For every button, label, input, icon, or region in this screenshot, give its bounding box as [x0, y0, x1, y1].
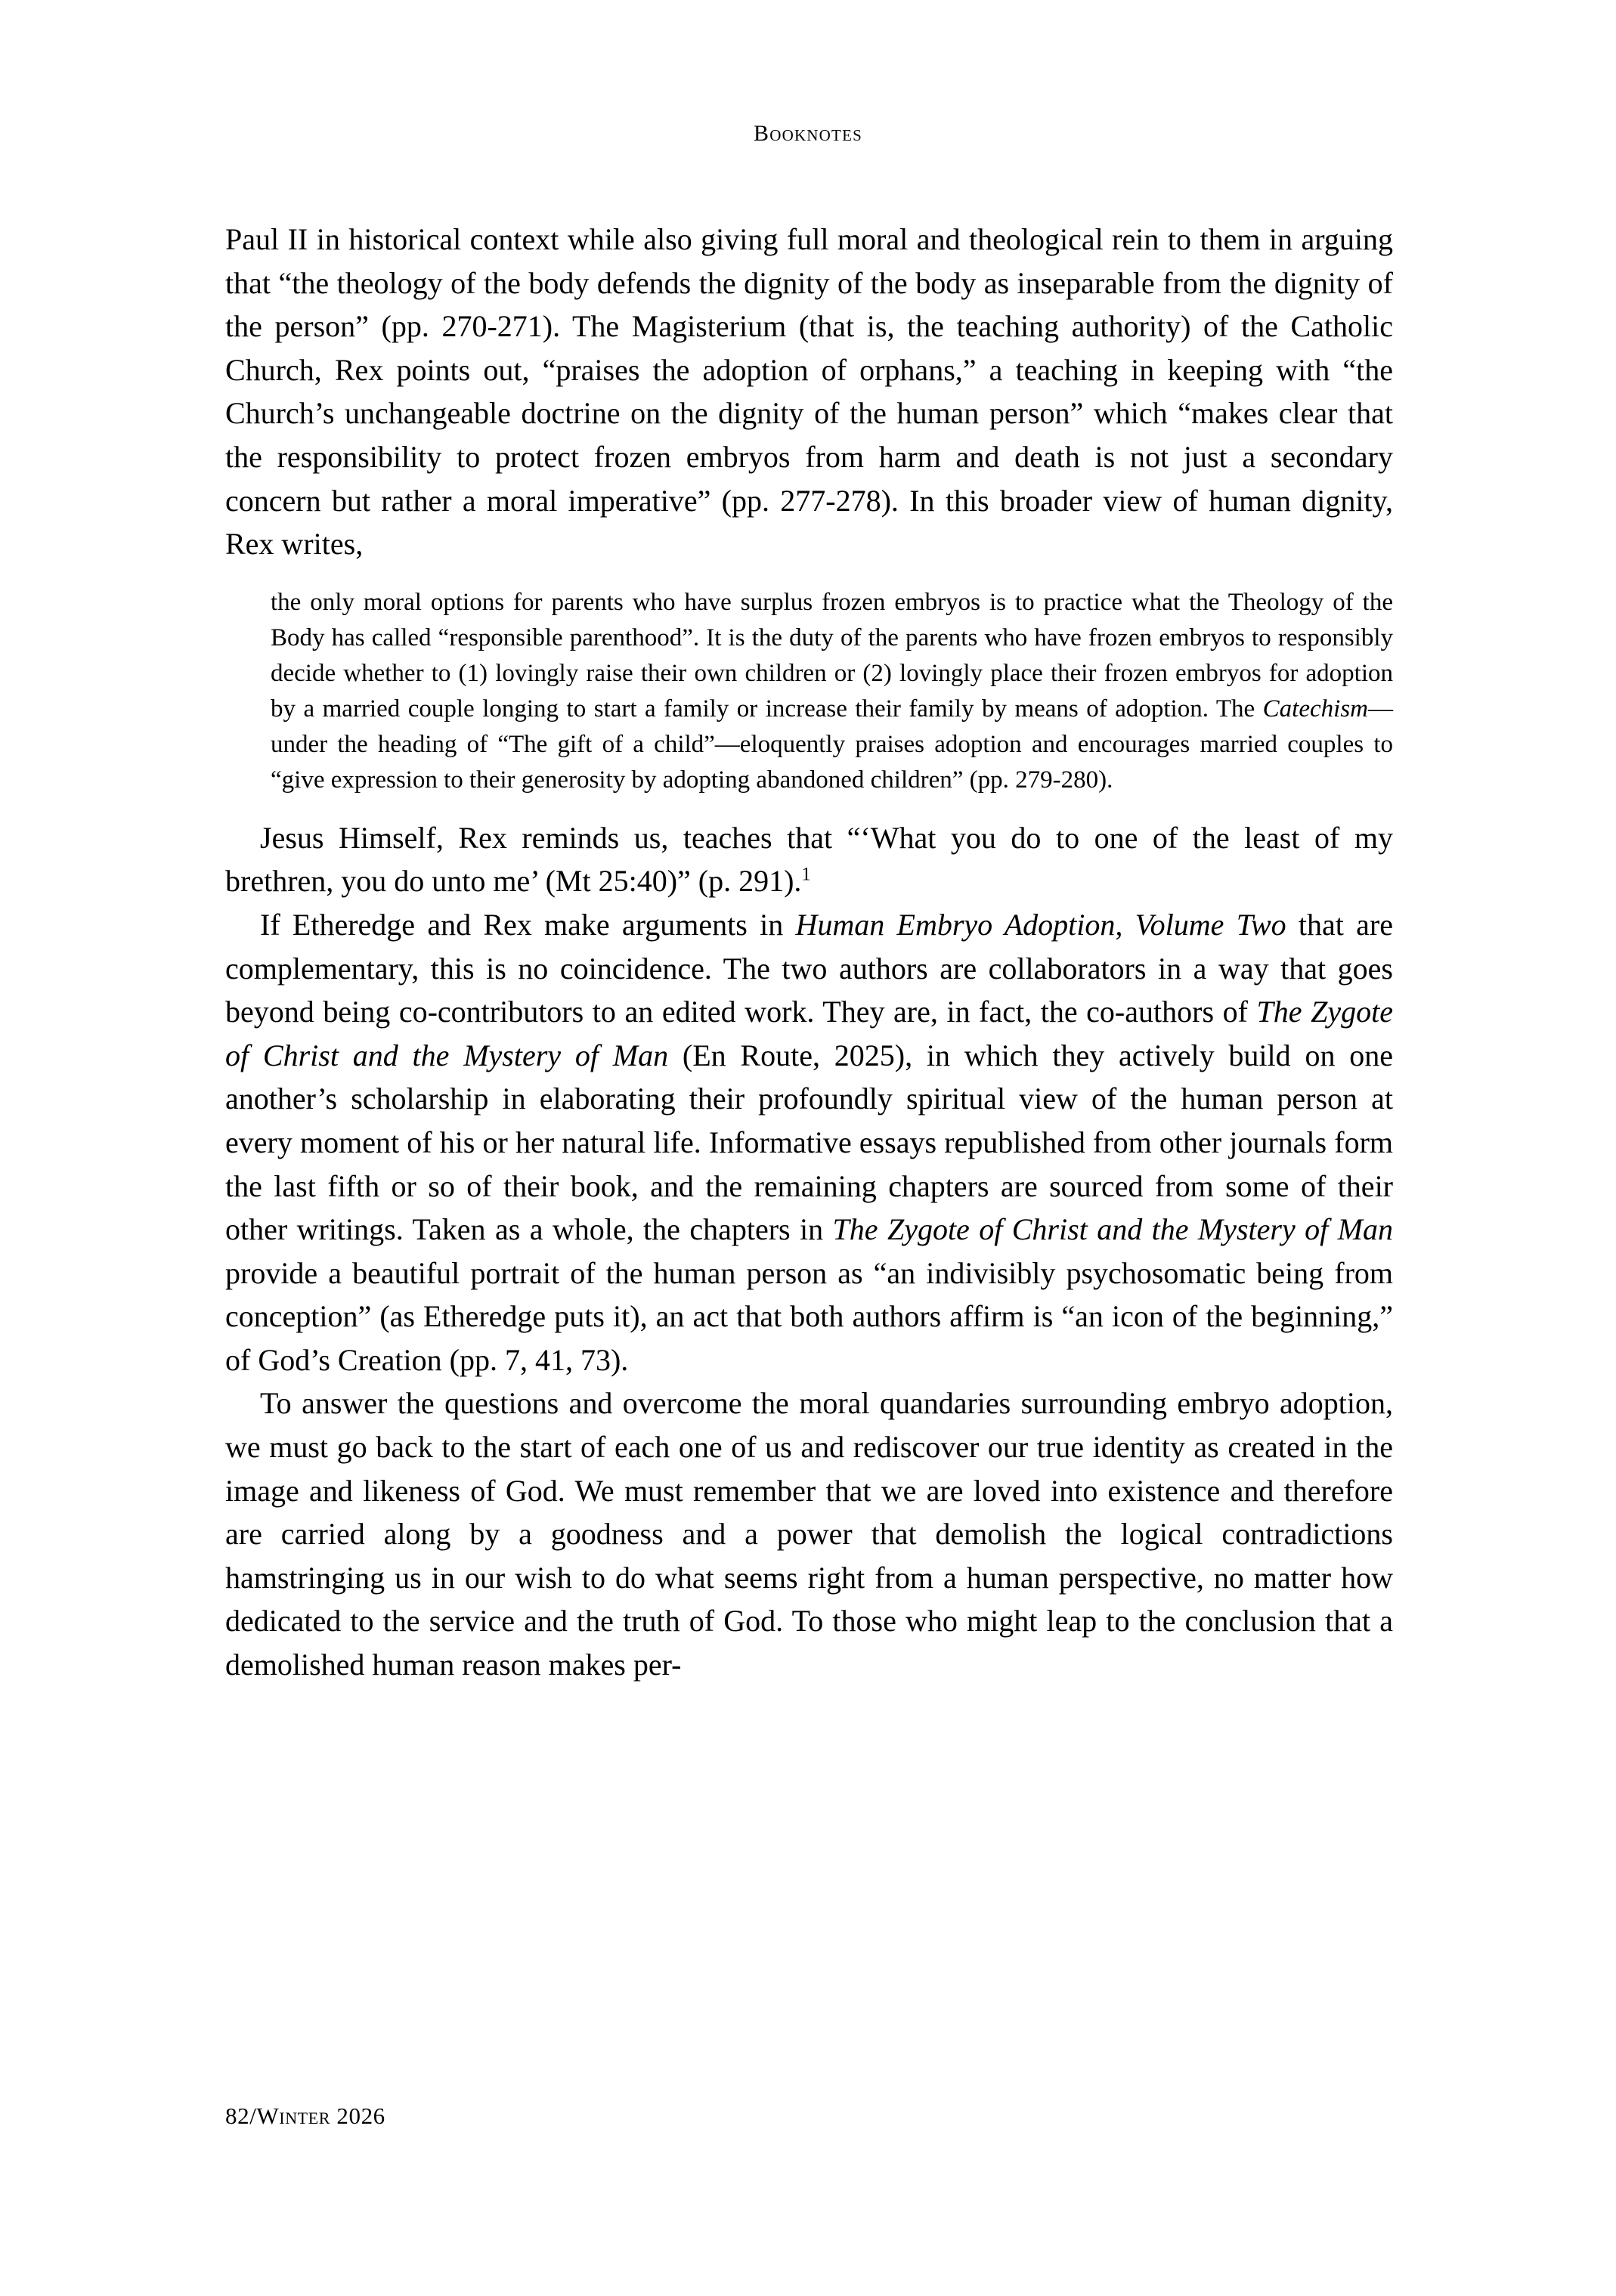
paragraph-jesus-text: Jesus Himself, Rex reminds us, teaches that “‘What you do to one of the least of my brethren, you do unto me’ (Mt 25:40)” (p. 291).	[225, 820, 1393, 899]
running-head: Booknotes	[754, 121, 862, 146]
paragraph-etheredge-and-rex	[225, 903, 1393, 1382]
block-quote	[225, 585, 1393, 798]
block-quote-italic-catechism: Catechism	[1262, 695, 1368, 723]
block-quote-text-part-1: the only moral options for parents who have surplus frozen embryos is to practice what the Theology of the Body has called “responsible parenthood”. It is the duty of the parents who have frozen embryos to responsibly decide whether to (1) lovingly raise their own children or (2) lovingly place their frozen embryos for adoption by a married couple longing to start a family or increase their family by means of adoption. The	[271, 588, 1393, 723]
paragraph-to-answer-the-questions: To answer the questions and overcome the moral quandaries surrounding embryo adoption, we must go back to the start of each one of us and rediscover our true identity as created in the image and likeness of God. We must remember that we are loved into existence and therefore are carried along by a goodness and a power that demolish the logical contradictions hamstringing us in our wish to do what seems right from a human perspective, no matter how dedicated to the service and the truth of God. To those who might leap to the conclusion that a demolished human reason makes per-	[225, 1386, 1393, 1682]
paragraph-continuation: Paul II in historical context while also giving full moral and theological rein to them in arguing that “the theology of the body defends the dignity of the body as inseparable from the dignity of the person” (pp. 270-271). The Magisterium (that is, the teaching authority) of the Catholic Church, Rex points out, “praises the adoption of orphans,” a teaching in keeping with “the Church’s unchangeable doctrine on the dignity of the human person” which “makes clear that the responsibility to protect frozen embryos from harm and death is not just a secondary concern but rather a moral imperative” (pp. 277-278). In this broader view of human dignity, Rex writes,	[225, 222, 1393, 562]
paragraph-3-text-part-1: If Etheredge and Rex make arguments in	[260, 907, 796, 942]
paragraph-jesus-himself	[225, 816, 1393, 903]
book-title-zygote-of-christ-first: The Zygote of Christ and the Mystery of Man	[225, 995, 1393, 1072]
page-folio: 82/Winter 2026	[225, 2103, 385, 2129]
paragraph-3-text-part-2: that are complementary, this is no coincidence. The two authors are collaborators in a way that goes beyond being co-contributors to an edited work. They are, in fact, the co-authors of	[225, 907, 1394, 1029]
paragraph-3-text-part-3: (En Route, 2025), in which they actively build on one another’s scholarship in elaborating their profoundly spiritual view of the human person at every moment of his or her natural life. Informative essays republished from other journals form the last fifth or so of their book, and the remaining chapters are sourced from some of their other writings. Taken as a whole, the chapters in	[225, 1038, 1394, 1247]
text-column	[225, 218, 1393, 1687]
paragraph-3-text-part-4: provide a beautiful portrait of the human person as “an indivisibly psychosomatic being from conception” (as Etheredge puts it), an act that both authors affirm is “an icon of the beginning,” of God’s Creation (pp. 7, 41, 73).	[225, 1255, 1393, 1377]
book-title-human-embryo-adoption: Human Embryo Adoption, Volume Two	[795, 907, 1286, 942]
block-quote-paragraph	[271, 585, 1393, 798]
footnote-reference-1[interactable]: 1	[801, 865, 811, 886]
block-quote-text-part-2: —under the heading of “The gift of a child”—eloquently praises adoption and encourages married couples to “give expression to their generosity by adopting abandoned children” (pp. 279-280).	[271, 695, 1393, 794]
book-title-zygote-of-christ-second: The Zygote of Christ and the Mystery of Man	[832, 1212, 1393, 1247]
